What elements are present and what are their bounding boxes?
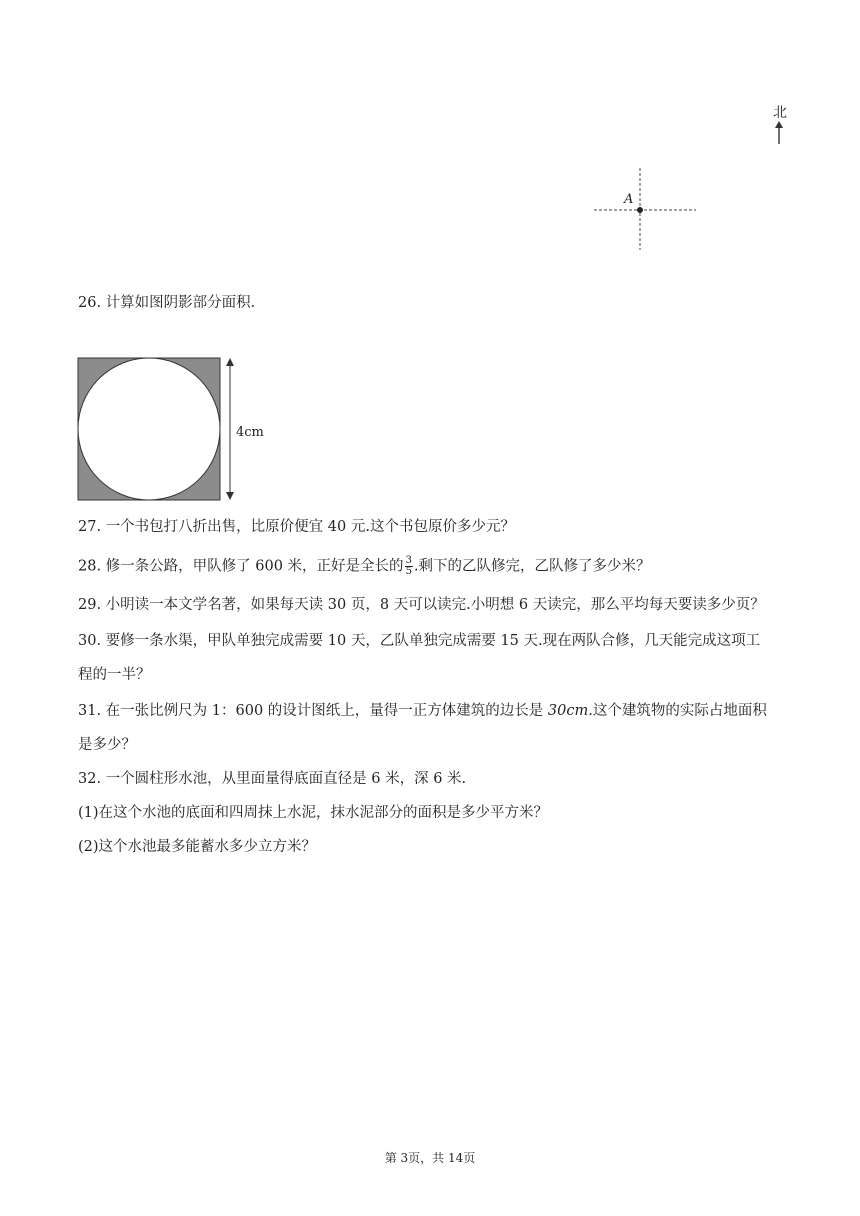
question-28-before: 28. 修一条公路，甲队修了 600 米，正好是全长的 [78, 558, 404, 575]
question-31-line2: 是多少？ [78, 737, 136, 753]
math-length: 30cm [547, 703, 589, 719]
crosshair-diagram [590, 164, 700, 252]
question-32-sub1: (1)在这个水池的底面和四周抹上水泥，抹水泥部分的面积是多少平方米？ [78, 805, 549, 821]
question-30-line2: 程的一半？ [78, 667, 151, 683]
fraction: $\frac{3}{5}$ [405, 555, 412, 577]
north-arrow-icon [772, 120, 786, 146]
question-26: 26. 计算如图阴影部分面积. [78, 295, 256, 311]
question-32: 32. 一个圆柱形水池，从里面量得底面直径是 6 米，深 6 米. [78, 771, 467, 787]
question-31-line1: 31. 在一张比例尺为 1：600 的设计图纸上，量得一正方体建筑的边长是 30cm.这个建筑物的实际占地面积 [78, 703, 767, 719]
point-a-label: A [624, 192, 634, 207]
question-27: 27. 一个书包打八折出售，比原价便宜 40 元.这个书包原价多少元？ [78, 519, 515, 535]
inscribed-circle [78, 358, 220, 500]
north-label: 北 [773, 105, 787, 121]
question-29: 29. 小明读一本文学名著，如果每天读 30 页，8 天可以读完.小明想 6 天读完，那么平均每天要读多少页？ [78, 597, 765, 613]
page-footer: 第 3页，共 14页 [384, 1151, 476, 1165]
question-28 [78, 556, 651, 577]
question-30-line1: 30. 要修一条水渠，甲队单独完成需要 10 天，乙队单独完成需要 15 天.现在两队合修，几天能完成这项工 [78, 633, 761, 649]
dimension-label: 4cm [236, 425, 264, 440]
question-28-after: .剩下的乙队修完，乙队修了多少米？ [413, 558, 651, 575]
question-32-sub2: (2)这个水池最多能蓄水多少立方米？ [78, 839, 317, 855]
